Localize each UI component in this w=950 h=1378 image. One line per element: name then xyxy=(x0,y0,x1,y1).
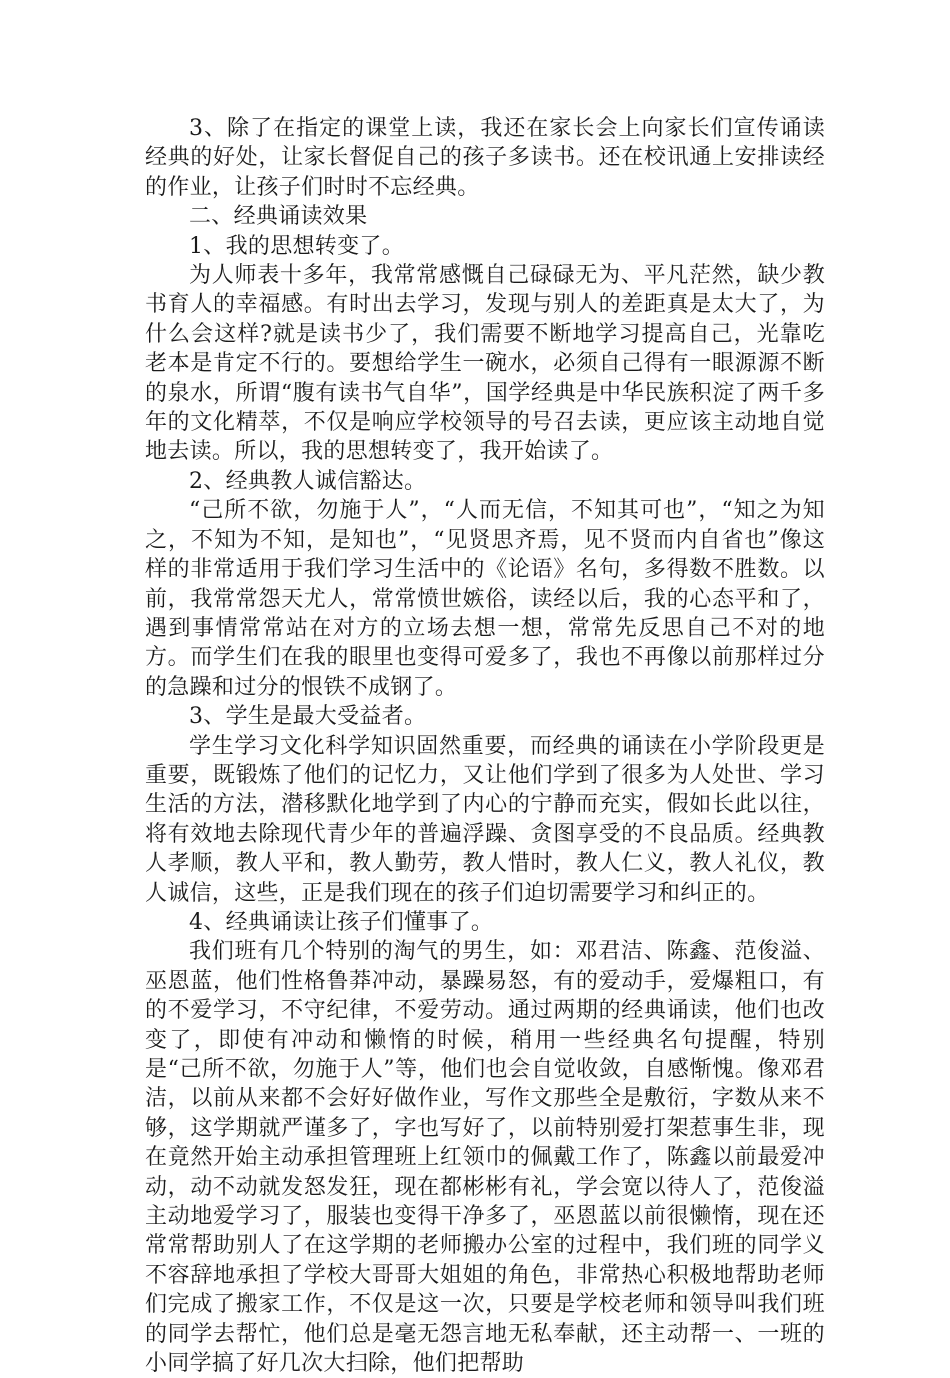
document-page xyxy=(145,114,825,1378)
paragraph-students-benefit: 学生学习文化科学知识固然重要，而经典的诵读在小学阶段更是重要，既锻炼了他们的记忆力，又让他们学到了很多为人处世、学习生活的方法，潜移默化地学到了内心的宁静而充实，假如长此以往，将有效地去除现代青少年的普遍浮躁、贪图享受的不良品质。经典教人孝顺，教人平和，教人勤劳，教人惜时，教人仁义，教人礼仪，教人诚信，这些，正是我们现在的孩子们迫切需要学习和纠正的。 xyxy=(145,733,825,906)
section-heading-effects: 二、经典诵读效果 xyxy=(189,204,368,230)
subheading-thought-change: 1、我的思想转变了。 xyxy=(189,233,404,259)
subheading-students-benefit: 3、学生是最大受益者。 xyxy=(189,704,427,730)
subheading-honesty: 2、经典教人诚信豁达。 xyxy=(189,468,427,494)
paragraph-thought-change: 为人师表十多年，我常常感慨自己碌碌无为、平凡茫然，缺少教书育人的幸福感。有时出去学习，发现与别人的差距真是太大了，为什么会这样?就是读书少了，我们需要不断地学习提高自己，光靠吃老本是肯定不行的。要想给学生一碗水，必须自己得有一眼源源不断的泉水，所谓“腹有读书气自华”，国学经典是中华民族积淀了两千多年的文化精萃，不仅是响应学校领导的号召去读，更应该主动地自觉地去读。所以，我的思想转变了，我开始读了。 xyxy=(145,263,825,465)
paragraph-children-mature: 我们班有几个特别的淘气的男生，如：邓君洁、陈鑫、范俊溢、巫恩蓝，他们性格鲁莽冲动，暴躁易怒，有的爱动手，爱爆粗口，有的不爱学习，不守纪律，不爱劳动。通过两期的经典诵读，他们也改变了，即使有冲动和懒惰的时候，稍用一些经典名句提醒，特别是“己所不欲，勿施于人”等，他们也会自觉收敛，自感惭愧。像邓君洁，以前从来都不会好好做作业，写作文那些全是敷衍，字数从来不够，这学期就严谨多了，字也写好了，以前特别爱打架惹事生非，现在竟然开始主动承担管理班上红领巾的佩戴工作了，陈鑫以前最爱冲动，动不动就发怒发狂，现在都彬彬有礼，学会宽以待人了，范俊溢主动地爱学习了，服装也变得干净多了，巫恩蓝以前很懒惰，现在还常常帮助别人了在这学期的老师搬办公室的过程中，我们班的同学义不容辞地承担了学校大哥哥大姐姐的角色，非常热心积极地帮助老师们完成了搬家工作，不仅是这一次，只要是学校老师和领导叫我们班的同学去帮忙，他们总是毫无怨言地无私奉献，还主动帮一、一班的小同学搞了好几次大扫除，他们把帮助 xyxy=(145,939,825,1377)
paragraph-reading-promotion: 3、除了在指定的课堂上读，我还在家长会上向家长们宣传诵读经典的好处，让家长督促自己的孩子多读书。还在校讯通上安排读经的作业，让孩子们时时不忘经典。 xyxy=(145,116,825,200)
paragraph-honesty: “己所不欲，勿施于人”，“人而无信，不知其可也”，“知之为知之，不知为不知，是知也”，“见贤思齐焉，见不贤而内自省也”像这样的非常适用于我们学习生活中的《论语》名句，多得数不胜数。以前，我常常怨天尤人，常常愤世嫉俗，读经以后，我的心态平和了，遇到事情常常站在对方的立场去想一想，常常先反思自己不对的地方。而学生们在我的眼里也变得可爱多了，我也不再像以前那样过分的急躁和过分的恨铁不成钢了。 xyxy=(145,498,825,700)
subheading-children-mature: 4、经典诵读让孩子们懂事了。 xyxy=(189,909,494,935)
